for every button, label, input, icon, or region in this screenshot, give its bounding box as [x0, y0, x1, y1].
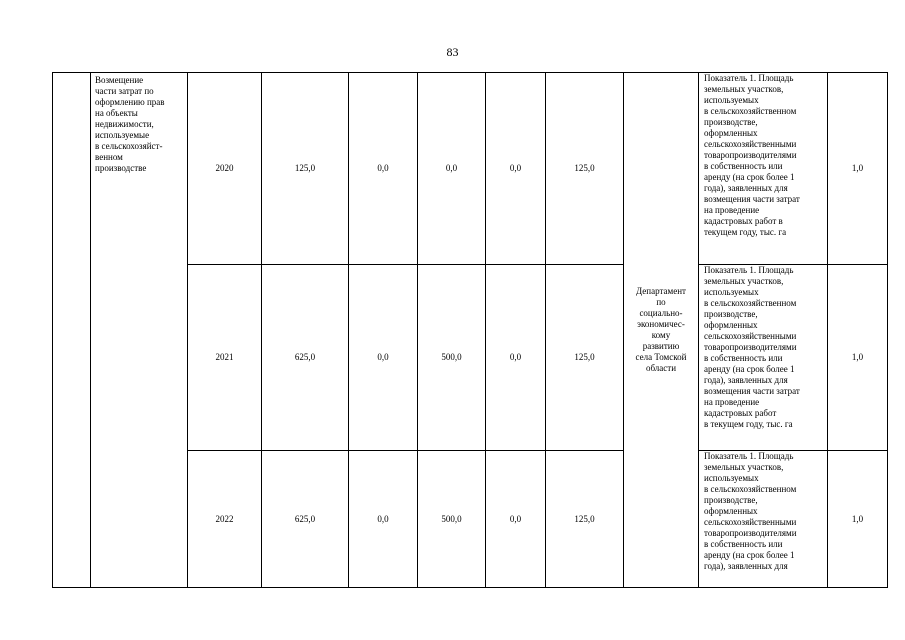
- indicator-text: Показатель 1. Площадь земельных участков, используемых в сельскохозяйственном производстве, оформленных сельскохозяйственными товаропроизводителями в собственность или аренду (на срок более 1 года), заявленных для возмещения части затрат на проведение кадастровых работ в текущем году, тыс. га: [704, 265, 800, 429]
- department-cell: [624, 73, 699, 588]
- budget-cell: 0,0: [486, 73, 546, 265]
- budget-cell: 0,0: [486, 265, 546, 451]
- budget-cell: 0,0: [349, 73, 418, 265]
- year-cell: 2021: [188, 265, 262, 451]
- budget-cell: 0,0: [349, 451, 418, 588]
- budget-cell: 0,0: [486, 451, 546, 588]
- measure-name-cell: [91, 73, 188, 588]
- total-cell: 625,0: [262, 451, 349, 588]
- row-number-cell: [53, 73, 91, 588]
- budget-cell: 0,0: [349, 265, 418, 451]
- indicator-value-cell: 1,0: [828, 73, 888, 265]
- budget-table: [52, 72, 888, 588]
- page-number: 83: [446, 45, 459, 59]
- department-name: Департамент по социально- экономичес- кому развитию села Томской области: [635, 286, 687, 373]
- measure-name: Возмещение части затрат по оформлению прав на объекты недвижимости, используемые в сельскохозяйст- венном производстве: [95, 75, 165, 173]
- budget-cell: 500,0: [418, 265, 486, 451]
- year-cell: 2020: [188, 73, 262, 265]
- indicator-cell: [699, 451, 828, 588]
- budget-cell: 500,0: [418, 451, 486, 588]
- indicator-value-cell: 1,0: [828, 451, 888, 588]
- indicator-text: Показатель 1. Площадь земельных участков, используемых в сельскохозяйственном производстве, оформленных сельскохозяйственными товаропроизводителями в собственность или аренду (на срок более 1 года), заявленных для возмещения части затрат на проведение кадастровых работ в текущем году, тыс. га: [704, 73, 800, 237]
- budget-cell: 125,0: [546, 451, 624, 588]
- budget-cell: 125,0: [546, 265, 624, 451]
- indicator-cell: [699, 265, 828, 451]
- indicator-cell: [699, 73, 828, 265]
- total-cell: 625,0: [262, 265, 349, 451]
- year-cell: 2022: [188, 451, 262, 588]
- table-row: [53, 73, 888, 265]
- budget-cell: 125,0: [546, 73, 624, 265]
- indicator-text: Показатель 1. Площадь земельных участков, используемых в сельскохозяйственном производстве, оформленных сельскохозяйственными товаропроизводителями в собственность или аренду (на срок более 1 года), заявленных для: [704, 451, 797, 571]
- total-cell: 125,0: [262, 73, 349, 265]
- budget-cell: 0,0: [418, 73, 486, 265]
- indicator-value-cell: 1,0: [828, 265, 888, 451]
